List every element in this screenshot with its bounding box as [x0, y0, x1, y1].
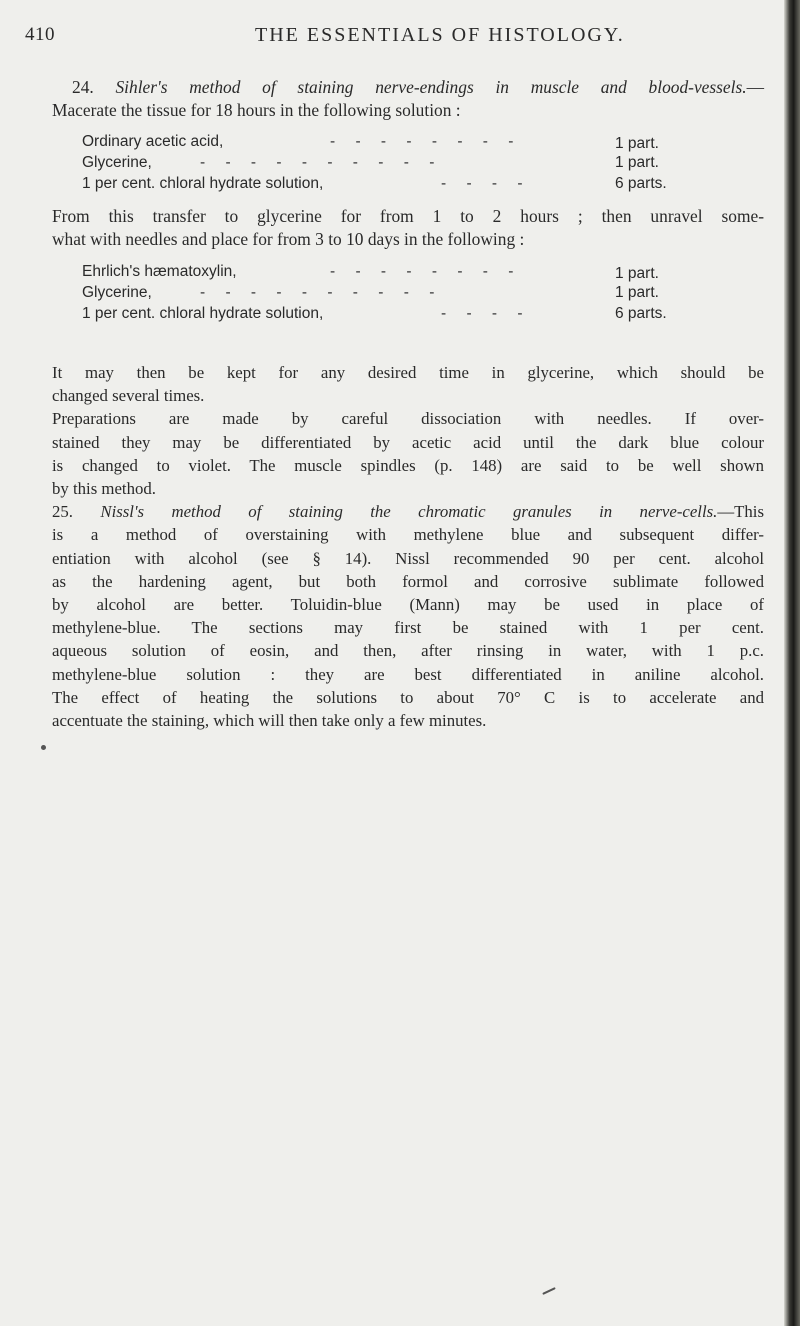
body-line: by this method. — [52, 479, 156, 499]
recipe-row — [82, 133, 697, 154]
body-line-text: Preparations are made by careful dissociation with needles. If over- — [52, 409, 764, 429]
ingredient-name: Ordinary acetic acid, — [82, 133, 224, 150]
body-line: The effect of heating the solutions to about 70° C is to accelerate and — [52, 687, 764, 707]
section-24-paragraph — [52, 76, 764, 123]
body-line: as the hardening agent, but both formol and corrosive sublimate followed — [52, 571, 764, 591]
section-24-dash: — — [746, 77, 764, 97]
recipe-row — [82, 154, 697, 175]
section-25-first-word: This — [734, 502, 764, 522]
section-25-number: 25. — [52, 502, 73, 522]
page-edge-shadow — [784, 0, 800, 1326]
recipe-row — [82, 263, 697, 284]
body-line — [52, 407, 764, 430]
body-line: accentuate the staining, which will then take only a few minutes. — [52, 711, 487, 731]
ink-spot — [41, 745, 46, 750]
ingredient-name: Ehrlich's hæmatoxylin, — [82, 263, 237, 280]
running-head: THE ESSENTIALS OF HISTOLOGY. — [255, 24, 625, 46]
leader-dots: - - - - - - - - - - — [200, 154, 443, 171]
body-line: It may then be kept for any desired time in glycerine, which should be — [52, 363, 764, 382]
recipe-row — [82, 284, 697, 305]
ingredient-quantity: 6 parts. — [615, 305, 667, 322]
ingredient-name: Glycerine, — [82, 154, 152, 171]
recipe-maceration — [82, 133, 697, 196]
transfer-line: From this transfer to glycerine for from 1 to 2 hours ; then unravel some- — [52, 206, 764, 226]
leader-dots: - - - - - - - - - - — [200, 284, 443, 301]
body-paragraphs — [52, 361, 764, 732]
ingredient-quantity: 1 part. — [615, 135, 659, 152]
ingredient-quantity: 1 part. — [615, 265, 659, 282]
body-line: aqueous solution of eosin, and then, after rinsing in water, with 1 p.c. — [52, 641, 764, 661]
body-line: methylene-blue. The sections may first be stained with 1 per cent. — [52, 618, 764, 638]
body-line: by alcohol are better. Toluidin-blue (Mann) may be used in place of — [52, 595, 764, 615]
ingredient-name: Glycerine, — [82, 284, 152, 301]
transfer-line: what with needles and place for from 3 to 10 days in the following : — [52, 229, 525, 250]
section-24-heading-line — [52, 76, 764, 99]
body-line: stained they may be differentiated by acetic acid until the dark blue colour — [52, 432, 764, 452]
page-header — [0, 24, 780, 54]
body-line: is a method of overstaining with methylene blue and subsequent differ- — [52, 525, 764, 545]
leader-dots: - - - - — [441, 175, 531, 192]
page-number: 410 — [25, 24, 55, 45]
ink-mark — [542, 1287, 556, 1295]
ingredient-name: 1 per cent. chloral hydrate solution, — [82, 175, 324, 192]
body-line: is changed to violet. The muscle spindles (p. 148) are said to be well shown — [52, 455, 764, 475]
body-line: entiation with alcohol (see § 14). Nissl recommended 90 per cent. alcohol — [52, 548, 764, 568]
section-25-title: Nissl's method of staining the chromatic granules in nerve-cells. — [100, 502, 718, 522]
leader-dots: - - - - — [441, 305, 531, 322]
section-24-title: Sihler's method of staining nerve-endings in muscle and blood-vessels. — [115, 77, 747, 97]
section-25-dash: — — [717, 502, 735, 522]
body-line: changed several times. — [52, 386, 205, 406]
recipe-row — [82, 305, 697, 326]
leader-dots: - - - - - - - - — [330, 263, 522, 280]
ingredient-quantity: 6 parts. — [615, 175, 667, 192]
transfer-paragraph — [52, 205, 764, 252]
body-line: methylene-blue solution : they are best differentiated in aniline alcohol. — [52, 664, 764, 684]
section-24-number: 24. — [72, 77, 94, 97]
section-25-heading-line — [52, 500, 764, 523]
ingredient-quantity: 1 part. — [615, 154, 659, 171]
ingredient-name: 1 per cent. chloral hydrate solution, — [82, 305, 324, 322]
ingredient-quantity: 1 part. — [615, 284, 659, 301]
leader-dots: - - - - - - - - — [330, 133, 522, 150]
recipe-staining — [82, 263, 697, 326]
section-24-line: Macerate the tissue for 18 hours in the following solution : — [52, 100, 461, 121]
recipe-row — [82, 175, 697, 196]
